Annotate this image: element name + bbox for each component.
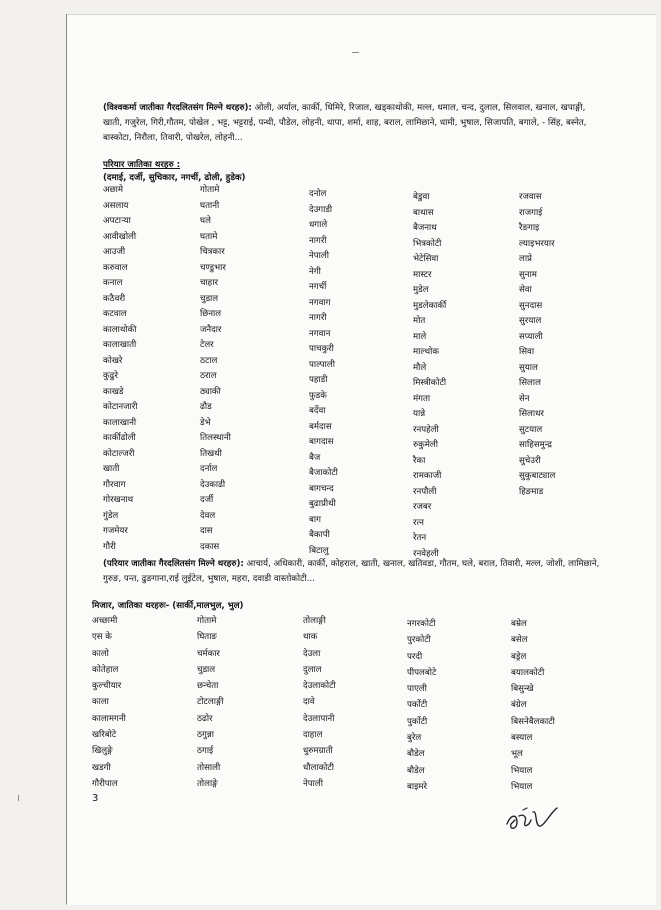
surname-item: दनोल bbox=[309, 189, 327, 199]
surname-item: रत्न bbox=[413, 517, 424, 528]
surname-item: दाहाल bbox=[303, 730, 323, 741]
surname-item: मिस्त्रीकोटी bbox=[413, 378, 447, 388]
surname-item: रजवास bbox=[519, 192, 542, 202]
surname-item: कालाखाती bbox=[103, 340, 137, 350]
surname-item: कोखरे bbox=[103, 355, 123, 366]
surname-item: बम्रेल bbox=[511, 619, 527, 629]
surname-item: ठगाई bbox=[197, 746, 214, 757]
surname-item: बसेल bbox=[511, 635, 528, 646]
surname-item: भित्रकोटी bbox=[413, 238, 442, 249]
surname-item: फुडके bbox=[309, 390, 327, 401]
surname-item: रैका bbox=[413, 455, 426, 466]
surname-item: गुंडेल bbox=[103, 510, 119, 521]
mijar-heading: मिजार, जातिका थरहरुः- (सार्की,मालभुल, भुल) bbox=[92, 601, 244, 611]
surname-item: काला bbox=[92, 697, 109, 708]
surname-item: थाक bbox=[303, 632, 318, 643]
surname-item: बर्मदास bbox=[309, 421, 332, 432]
surname-item: पीपलबोटे bbox=[407, 667, 437, 678]
surname-item: गोरखनाथ bbox=[103, 495, 134, 505]
surname-item: पाल्पाली bbox=[309, 359, 335, 370]
surname-item: बयालकोटी bbox=[511, 667, 545, 678]
surname-item: सुरयाल bbox=[519, 316, 542, 326]
surname-item: खिलुङ्गे bbox=[92, 746, 113, 757]
surname-item: कालो bbox=[92, 648, 109, 659]
surname-item: बाइमरे bbox=[407, 781, 428, 792]
surname-item: सिलाल bbox=[519, 378, 541, 388]
surname-item: धुरुमग्राती bbox=[303, 746, 333, 757]
surname-item: अच्छामी bbox=[92, 616, 118, 626]
surname-item: चाहार bbox=[200, 278, 218, 288]
surname-item: सुटयाल bbox=[519, 424, 543, 435]
surname-item: चुडाल bbox=[197, 664, 216, 675]
vishwakarma-note-label: (विश्वकर्मा जातीका गैरदलितसंग मिल्ने थरहरु): bbox=[103, 103, 252, 113]
surname-item: रनवेहली bbox=[413, 548, 439, 559]
surname-item: देउलापानी bbox=[303, 713, 335, 724]
surname-item: खरिबोटे bbox=[92, 730, 117, 741]
surname-item: ठटाल bbox=[200, 355, 218, 366]
surname-item: ठढोर bbox=[197, 713, 213, 724]
surname-item: पुरकोटी bbox=[407, 635, 431, 646]
surname-item: यान्ने bbox=[413, 409, 426, 419]
surname-item: धगाले bbox=[309, 220, 328, 230]
surname-item: कनाल bbox=[103, 278, 123, 288]
surname-item: बेडुवा bbox=[413, 192, 430, 202]
mijar-column-1 bbox=[92, 613, 126, 792]
surname-item: बाथास bbox=[413, 207, 434, 218]
surname-item: सुकुबाट्याल bbox=[519, 471, 556, 481]
pariyar-column-5 bbox=[519, 190, 555, 500]
surname-item: सुनाम bbox=[519, 269, 537, 280]
pariyar-subheading: (दमाई, दर्जी, सुचिकार, नगर्ची, ढोली, हुडेक) bbox=[103, 173, 246, 183]
surname-item: तिखथी bbox=[200, 448, 222, 459]
surname-item: ल्याइभरयार bbox=[519, 238, 555, 249]
surname-item: मंगता bbox=[413, 393, 431, 404]
surname-item: बैजनाथ bbox=[413, 223, 437, 233]
surname-item: कुढुरे bbox=[103, 371, 118, 381]
pariyar-note bbox=[103, 557, 603, 587]
surname-item: सिलाधर bbox=[519, 409, 544, 419]
surname-item: कालामगनी bbox=[92, 713, 126, 724]
surname-item: देउलाकोटी bbox=[303, 681, 336, 692]
surname-item: राजगाई bbox=[519, 207, 543, 218]
surname-item: रनपौली bbox=[413, 486, 437, 497]
surname-item: बिटालु bbox=[309, 545, 329, 556]
surname-item: पाएली bbox=[407, 684, 427, 695]
surname-item: पुर्कोटी bbox=[407, 716, 428, 727]
surname-item: दकास bbox=[200, 541, 220, 552]
surname-item: तोसाली bbox=[197, 762, 221, 773]
surname-item: बिसनेबैलकाटी bbox=[511, 716, 555, 727]
surname-item: बंग्रेल bbox=[511, 700, 527, 711]
surname-item: कोतेहाल bbox=[92, 664, 119, 675]
surname-item: बौडेल bbox=[407, 749, 425, 760]
surname-item: नगवान bbox=[309, 328, 331, 339]
pariyar-column-2 bbox=[200, 183, 231, 555]
surname-item: आउजी bbox=[103, 247, 126, 257]
surname-item: ठगुन्ना bbox=[197, 730, 214, 741]
surname-item: नेपाली bbox=[309, 251, 329, 261]
mijar-column-3 bbox=[303, 613, 336, 792]
surname-item: करुवाल bbox=[103, 262, 128, 273]
surname-item: गजमेयर bbox=[103, 526, 128, 536]
surname-item: नेगी bbox=[309, 266, 321, 277]
surname-item: तिलस्थानी bbox=[200, 433, 231, 443]
surname-item: असलाय bbox=[103, 200, 129, 211]
surname-item: माल्थोक bbox=[413, 347, 439, 357]
surname-item: लाप्रे bbox=[519, 254, 532, 264]
surname-item: बस्याल bbox=[511, 733, 533, 744]
surname-item: बड्रेल bbox=[511, 651, 527, 662]
mijar-column-5 bbox=[511, 616, 555, 795]
surname-item: खाती bbox=[103, 464, 120, 474]
surname-item: परदी bbox=[407, 651, 423, 662]
surname-item: ढौड bbox=[200, 402, 212, 412]
surname-item: ठ्याकी bbox=[200, 386, 221, 397]
surname-item: बुढाप्रीथी bbox=[309, 499, 336, 509]
surname-item: धौलाकोटी bbox=[303, 762, 334, 773]
surname-item: सिवा bbox=[519, 347, 535, 357]
vishwakarma-note bbox=[103, 101, 603, 146]
surname-item: सुयाल bbox=[519, 362, 538, 373]
surname-item: ठराल bbox=[200, 371, 217, 381]
surname-item: सुचेउरी bbox=[519, 455, 541, 466]
surname-item: कालाखानी bbox=[103, 417, 137, 428]
handwritten-signature bbox=[503, 800, 563, 840]
surname-item: मोत bbox=[413, 316, 426, 326]
surname-item: घतामे bbox=[200, 231, 218, 242]
surname-item: बौडेल bbox=[407, 765, 425, 776]
mijar-column-2 bbox=[197, 613, 224, 792]
surname-item: घिताङ bbox=[197, 632, 217, 643]
surname-item: बागदास bbox=[309, 437, 334, 447]
surname-item: कटवाल bbox=[103, 309, 127, 319]
surname-item: पहाडी bbox=[309, 375, 328, 385]
document-page bbox=[66, 14, 656, 905]
surname-item: हिङमाड bbox=[519, 486, 544, 497]
vishwakarma-note-text: ओली, अर्याल, कार्की, धिमिरे, रिजाल, खड्काथोकी, मल्ल, धमाल, चन्द, दुलाल, सिलवाल, खनाल, खपाङ्गी, खाती, गजुरेल, गिरी,गौतम, पोखेल , भट्ट, भट्टराई, पन्थी, पौडेल, लोहनी, थापा, शर्मा, शाह, बराल, लामिछाने, धामी, भुषाल, सिजापति, बगाले, - सिंह, बस्नेत, बास्कोटा, निरौला, तिवारी, पोखरेल, लोहनी... bbox=[103, 103, 587, 143]
surname-item: आवीखोली bbox=[103, 231, 137, 242]
surname-item: देवल bbox=[200, 510, 216, 521]
surname-item: बैकापी bbox=[309, 530, 330, 540]
scan-mark bbox=[18, 795, 19, 801]
surname-item: मौले bbox=[413, 362, 427, 373]
surname-item: कुल्चीयार bbox=[92, 681, 122, 692]
surname-item: सेन bbox=[519, 393, 530, 404]
surname-item: चुडाल bbox=[200, 293, 219, 304]
surname-item: घतानी bbox=[200, 200, 220, 211]
surname-item: कालाथोकी bbox=[103, 324, 137, 335]
surname-item: सेवा bbox=[519, 285, 532, 295]
surname-item: नगवाग bbox=[309, 297, 331, 308]
surname-item: गोतामे bbox=[197, 616, 217, 626]
surname-item: तोलाङ्गी bbox=[303, 616, 326, 626]
surname-item: सुनदास bbox=[519, 300, 543, 311]
surname-item: डेभे bbox=[200, 417, 211, 428]
surname-item: भियाल bbox=[511, 765, 533, 776]
surname-item: भियाल bbox=[511, 781, 533, 792]
surname-item: गौरी bbox=[103, 541, 116, 552]
surname-item: चर्मकार bbox=[197, 648, 220, 659]
surname-item: देउला bbox=[303, 648, 321, 659]
surname-item: बैज bbox=[309, 452, 321, 463]
surname-item: चित्रकार bbox=[200, 247, 225, 257]
surname-item: पाचकुरी bbox=[309, 344, 334, 354]
surname-item: देउकाढी bbox=[200, 479, 226, 490]
surname-item: तोलाङ्गे bbox=[197, 778, 218, 789]
surname-item: बागचन्द bbox=[309, 483, 334, 494]
surname-item: सप्याली bbox=[519, 331, 543, 342]
surname-item: देउगाडी bbox=[309, 204, 333, 215]
pariyar-heading: परियार जातिका थरहरु : bbox=[103, 160, 181, 170]
surname-item: दर्जी bbox=[200, 495, 214, 505]
surname-item: गोतामे bbox=[200, 185, 220, 195]
surname-item: दुलाल bbox=[303, 664, 322, 675]
surname-item: बुरेल bbox=[407, 733, 422, 744]
pariyar-column-4 bbox=[413, 190, 446, 562]
surname-item: रामकाजी bbox=[413, 471, 442, 481]
surname-item: भूल bbox=[511, 749, 523, 760]
surname-item: रुकुमेली bbox=[413, 440, 438, 450]
mijar-column-4 bbox=[407, 616, 436, 795]
surname-item: माले bbox=[413, 331, 427, 342]
surname-item: टोटलाङ्गी bbox=[197, 697, 224, 708]
surname-item: नगर्ची bbox=[309, 282, 327, 292]
pariyar-column-3 bbox=[309, 187, 338, 559]
surname-item: मुडेल bbox=[413, 285, 429, 295]
surname-item: नागरी bbox=[309, 313, 327, 323]
surname-item: रनपहेली bbox=[413, 424, 439, 435]
surname-item: कठैवरी bbox=[103, 293, 126, 304]
surname-item: कोटाल्जरी bbox=[103, 448, 135, 459]
pariyar-note-text: आचार्य, अधिकारी, कार्की, कोहराल, खाती, खनाल, खतिवडा, गौतम, घले, बराल, तिवारी, मल्ल, जोशी, लामिछाने, गुरुङ, पन्त, ढुङगाना,राई लुईटेल, भुषाल, महरा, दवाडी वास्तोकोटी... bbox=[103, 559, 600, 584]
surname-item: मास्टर bbox=[413, 269, 432, 280]
surname-item: बिसुन्खे bbox=[511, 684, 534, 695]
surname-item: मुडलेकार्की bbox=[413, 300, 447, 311]
page-number: 3 bbox=[92, 793, 99, 804]
surname-item: साहिसमुन्द्र bbox=[519, 440, 552, 450]
surname-item: भेटेसिवा bbox=[413, 254, 439, 264]
surname-item: चण्डुभार bbox=[200, 262, 226, 273]
surname-item: नागरी bbox=[309, 235, 327, 246]
surname-item: नगरकोटी bbox=[407, 619, 436, 629]
surname-item: छिनाल bbox=[200, 309, 222, 319]
surname-item: पर्कोटी bbox=[407, 700, 428, 711]
surname-item: अछामे bbox=[103, 185, 123, 195]
surname-item: अपटाऱ्या bbox=[103, 216, 131, 226]
surname-item: बाग bbox=[309, 514, 321, 525]
surname-item: खडगी bbox=[92, 762, 111, 773]
surname-item: टेलर bbox=[200, 340, 214, 350]
surname-item: घले bbox=[200, 216, 211, 226]
scan-mark bbox=[66, 14, 67, 904]
surname-item: नेपाली bbox=[303, 778, 323, 789]
surname-item: रेतन bbox=[413, 533, 427, 543]
surname-item: कार्कीढोली bbox=[103, 433, 136, 443]
surname-item: जनैदार bbox=[200, 324, 222, 335]
surname-item: बर्देवा bbox=[309, 406, 326, 416]
surname-item: काखडे bbox=[103, 386, 124, 397]
surname-item: रैङगाइ bbox=[519, 223, 540, 233]
surname-item: दर्नाल bbox=[200, 464, 218, 474]
surname-item: दास bbox=[200, 526, 213, 536]
surname-item: बैजाकोटी bbox=[309, 468, 338, 478]
surname-item: एस के bbox=[92, 632, 112, 643]
surname-item: गौरवाग bbox=[103, 479, 126, 490]
surname-item: गौरीपाल bbox=[92, 778, 118, 789]
pariyar-note-label: (परियार जातीका गैरदलितसंग मिल्ने थरहरु): bbox=[103, 559, 244, 569]
surname-item: छन्चेता bbox=[197, 681, 219, 692]
surname-item: कोटानजारी bbox=[103, 402, 138, 412]
scan-mark bbox=[352, 52, 359, 53]
surname-item: दावे bbox=[303, 697, 315, 708]
pariyar-column-1 bbox=[103, 183, 138, 555]
surname-item: रजबर bbox=[413, 502, 432, 512]
